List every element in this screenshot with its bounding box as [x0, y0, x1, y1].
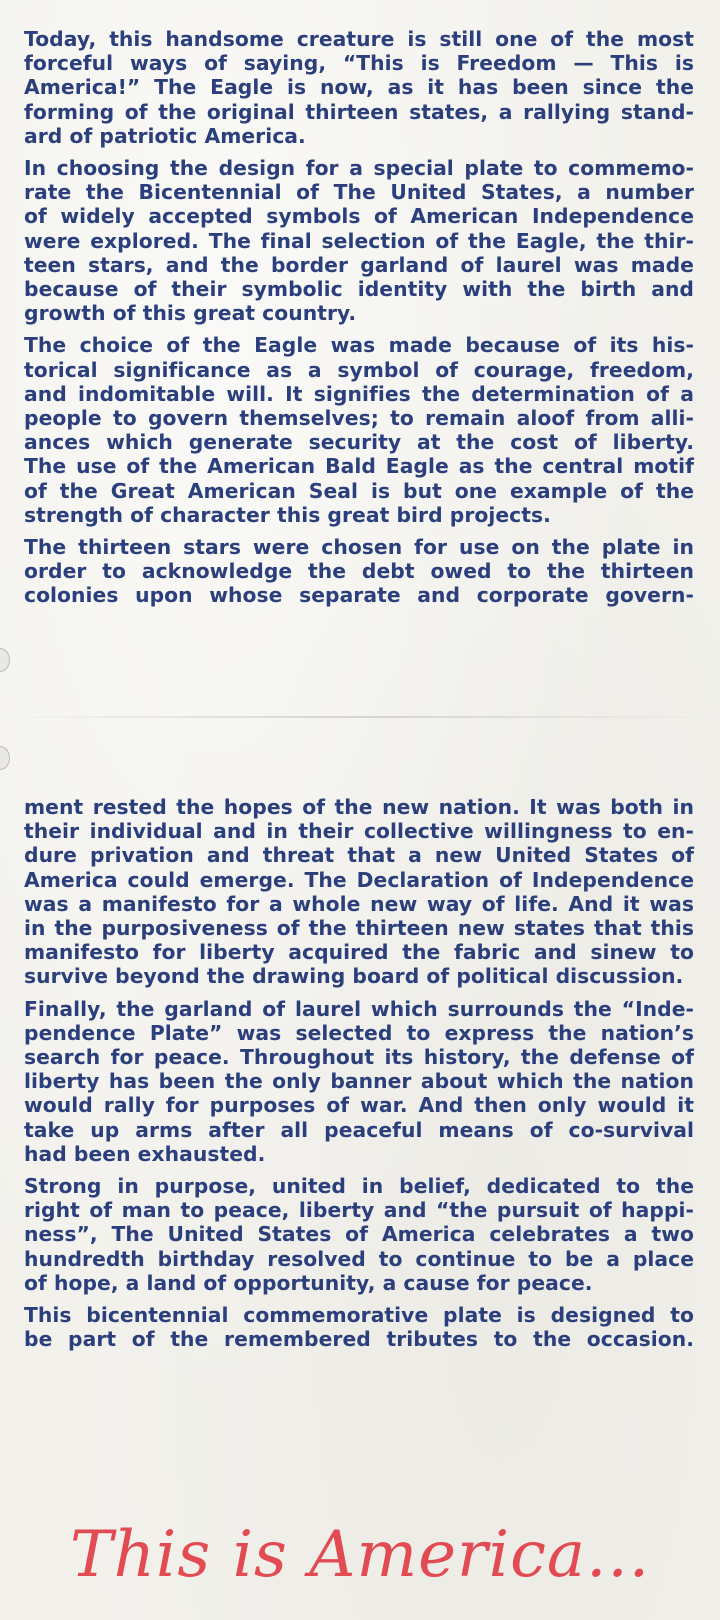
- paragraph: [24, 795, 694, 989]
- text-line: ment rested the hopes of the new nation. It was both in: [24, 795, 694, 819]
- text-line: and indomitable will. It signifies the determination of a: [24, 381, 694, 406]
- text-line: forceful ways of saying, “This is Freedom — This is: [24, 51, 694, 76]
- text-line: America could emerge. The Declaration of Independence: [24, 867, 694, 892]
- text-line: growth of this great country.: [24, 301, 357, 326]
- text-line: were explored. The final selection of the Eagle, the thir-: [24, 228, 694, 253]
- paragraph: [24, 535, 694, 608]
- text-block-bottom: [24, 795, 694, 1359]
- text-line: survive beyond the drawing board of political discussion.: [24, 964, 684, 989]
- text-line: manifesto for liberty acquired the fabric and sinew to: [24, 940, 694, 965]
- text-line: Finally, the garland of laurel which surrounds the “Inde-: [24, 996, 694, 1021]
- text-line: search for peace. Throughout its history, the defense of: [24, 1045, 694, 1070]
- text-block-top: [24, 27, 694, 616]
- paragraph: [24, 1174, 694, 1295]
- text-line: America!” The Eagle is now, as it has been since the: [24, 75, 694, 100]
- text-line: liberty has been the only banner about which the nation: [24, 1069, 694, 1094]
- text-line: In choosing the design for a special plate to commemo-: [24, 156, 694, 181]
- text-line: The choice of the Eagle was made because of its his-: [24, 333, 694, 358]
- text-line: forming of the original thirteen states, a rallying stand-: [24, 99, 694, 124]
- text-line: order to acknowledge the debt owed to the thirteen: [24, 559, 694, 584]
- text-line: The thirteen stars were chosen for use on the plate in: [24, 535, 694, 560]
- text-line: ness”, The United States of America celebrates a two: [24, 1222, 694, 1247]
- paragraph: [24, 156, 694, 325]
- paragraph: [24, 997, 694, 1166]
- text-line: take up arms after all peaceful means of co-survival: [24, 1117, 694, 1142]
- text-line: was a manifesto for a whole new way of life. And it was: [24, 891, 694, 916]
- paragraph: [24, 1303, 694, 1351]
- text-line: The use of the American Bald Eagle as the central motif: [24, 454, 694, 479]
- text-line: strength of character this great bird projects.: [24, 502, 551, 527]
- text-line: of widely accepted symbols of American Independence: [24, 204, 694, 229]
- text-line: of hope, a land of opportunity, a cause for peace.: [24, 1270, 593, 1295]
- text-line: Today, this handsome creature is still one of the most: [24, 27, 694, 51]
- text-line: teen stars, and the border garland of laurel was made: [24, 252, 694, 277]
- text-line: people to govern themselves; to remain aloof from alli-: [24, 406, 694, 431]
- text-line: because of their symbolic identity with the birth and: [24, 277, 694, 302]
- text-line: right of man to peace, liberty and “the pursuit of happi-: [24, 1198, 694, 1223]
- text-line: rate the Bicentennial of The United States, a number: [24, 180, 694, 205]
- paragraph: [24, 333, 694, 527]
- text-line: of the Great American Seal is but one example of the: [24, 478, 694, 503]
- text-line: had been exhausted.: [24, 1141, 266, 1166]
- text-line: Strong in purpose, united in belief, dedicated to the: [24, 1174, 694, 1199]
- fold-crease: [0, 716, 720, 718]
- text-line: in the purposiveness of the thirteen new states that this: [24, 916, 694, 941]
- text-line: their individual and in their collective willingness to en-: [24, 819, 694, 844]
- text-line: colonies upon whose separate and corporate govern-: [24, 583, 694, 608]
- signature-script-text: This is America...: [70, 1518, 651, 1592]
- text-line: pendence Plate” was selected to express the nation’s: [24, 1020, 694, 1045]
- paragraph: [24, 27, 694, 148]
- text-line: torical significance as a symbol of courage, freedom,: [24, 357, 694, 382]
- text-line: dure privation and threat that a new United States of: [24, 843, 694, 868]
- text-line: hundredth birthday resolved to continue to be a place: [24, 1246, 694, 1271]
- text-line: be part of the remembered tributes to the occasion.: [24, 1327, 694, 1352]
- text-line: ances which generate security at the cost of liberty.: [24, 430, 694, 455]
- text-line: This bicentennial commemorative plate is designed to: [24, 1303, 694, 1328]
- text-line: ard of patriotic America.: [24, 123, 306, 148]
- text-line: would rally for purposes of war. And then only would it: [24, 1093, 694, 1118]
